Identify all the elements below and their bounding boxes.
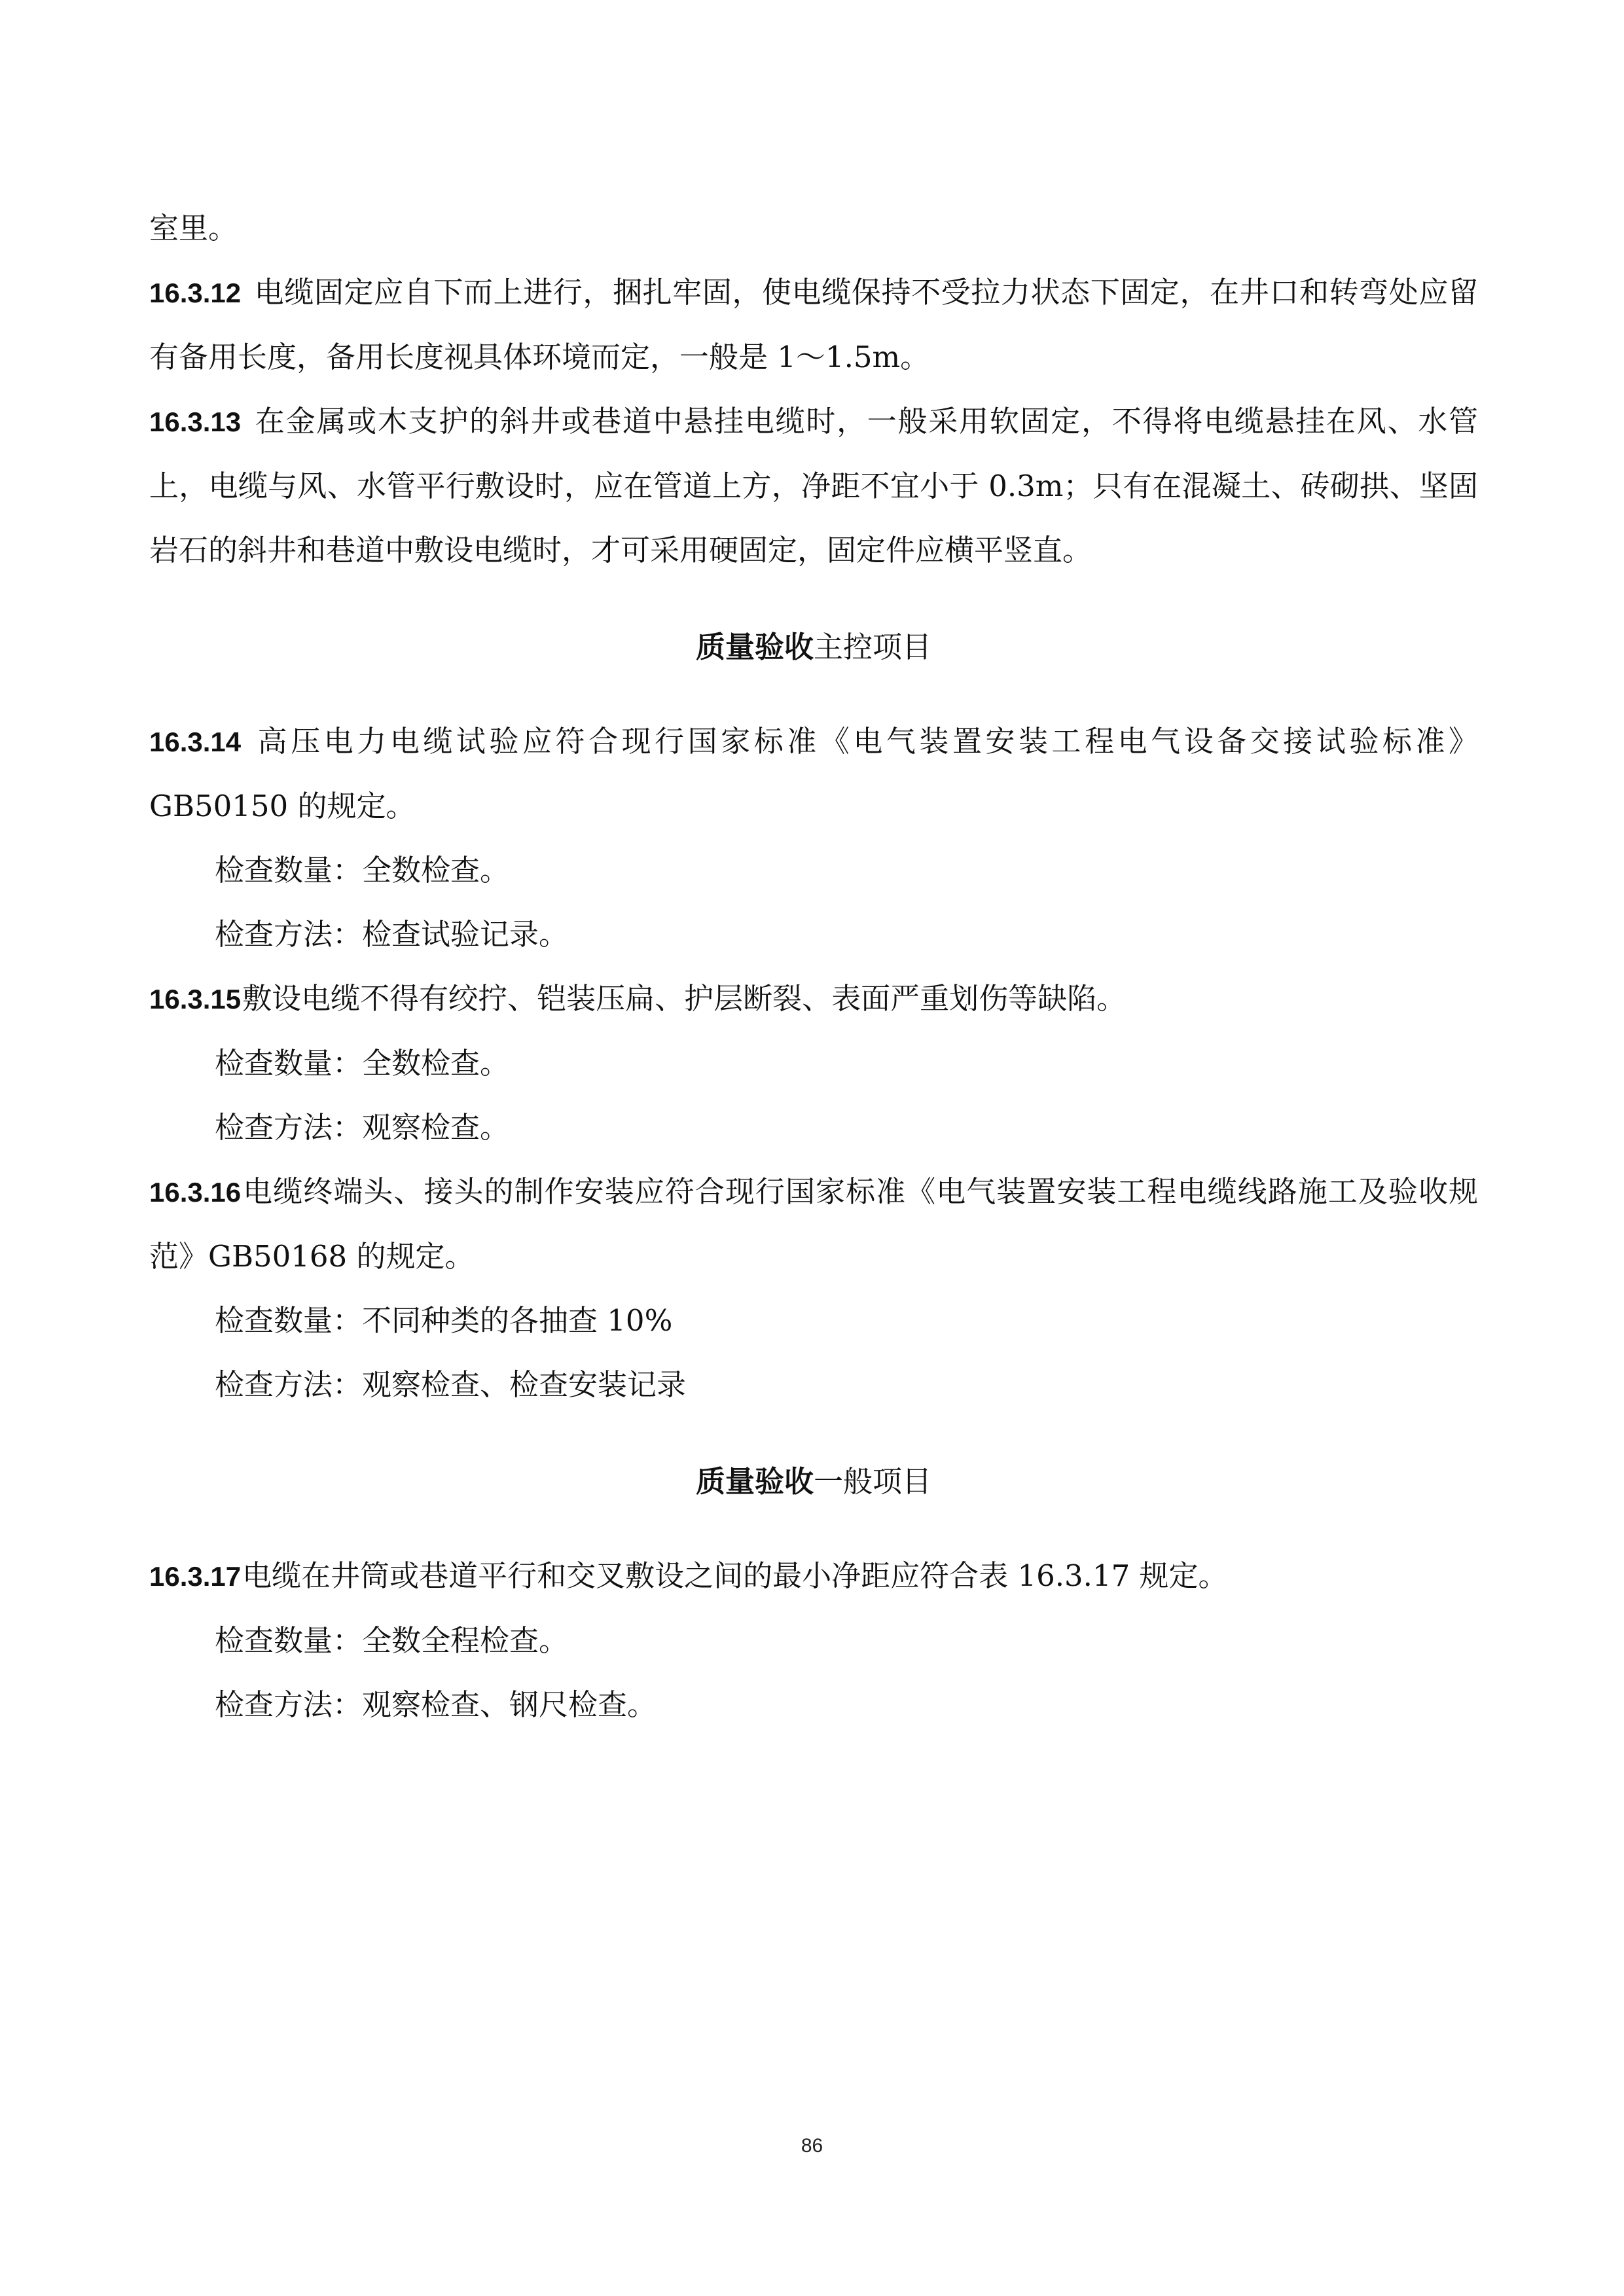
clause-number: 16.3.14 bbox=[149, 726, 242, 757]
page-number: 86 bbox=[801, 2135, 823, 2157]
continuation-text: 室里。 bbox=[149, 211, 238, 245]
check-method: 检查方法：观察检查、钢尺检查。 bbox=[215, 1687, 657, 1722]
clause-text: 电缆在井筒或巷道平行和交叉敷设之间的最小净距应符合表 16.3.17 规定。 bbox=[242, 1558, 1228, 1593]
clause-16-3-15 bbox=[149, 967, 1478, 1031]
clause-16-3-17 bbox=[149, 1544, 1478, 1609]
clause-16-3-12 bbox=[149, 260, 1478, 389]
clause-16-3-14 bbox=[149, 709, 1478, 838]
section-heading-general bbox=[149, 1450, 1478, 1514]
page-content bbox=[149, 196, 1478, 1737]
clause-text: 高压电力电缆试验应符合现行国家标准《电气装置安装工程电气设备交接试验标准》GB50150 的规定。 bbox=[149, 724, 1478, 823]
clause-text: 在金属或木支护的斜井或巷道中悬挂电缆时，一般采用软固定，不得将电缆悬挂在风、水管上，电缆与风、水管平行敷设时，应在管道上方，净距不宜小于 0.3m；只有在混凝土、砖砌拱、坚固岩石的斜井和巷道中敷设电缆时，才可采用硬固定，固定件应横平竖直。 bbox=[149, 404, 1478, 567]
check-method: 检查方法：检查试验记录。 bbox=[215, 917, 569, 952]
check-quantity: 检查数量：不同种类的各抽查 10% bbox=[215, 1303, 673, 1338]
section-heading-main-control bbox=[149, 615, 1478, 679]
clause-16-3-16 bbox=[149, 1160, 1478, 1289]
heading-bold-part: 质量验收 bbox=[695, 630, 814, 664]
clause-number: 16.3.13 bbox=[149, 406, 242, 437]
clause-number: 16.3.12 bbox=[149, 278, 242, 308]
check-quantity: 检查数量：全数全程检查。 bbox=[215, 1623, 569, 1658]
clause-number: 16.3.15 bbox=[149, 984, 242, 1014]
clause-number: 16.3.17 bbox=[149, 1561, 242, 1592]
heading-normal-part: 一般项目 bbox=[814, 1464, 932, 1499]
clause-text: 敷设电缆不得有绞拧、铠装压扁、护层断裂、表面严重划伤等缺陷。 bbox=[242, 981, 1127, 1016]
clause-text: 电缆终端头、接头的制作安装应符合现行国家标准《电气装置安装工程电缆线路施工及验收规范》GB50168 的规定。 bbox=[149, 1174, 1478, 1274]
clause-number: 16.3.16 bbox=[149, 1177, 242, 1208]
clause-16-3-13 bbox=[149, 389, 1478, 583]
heading-normal-part: 主控项目 bbox=[814, 630, 932, 664]
check-method: 检查方法：观察检查。 bbox=[215, 1110, 510, 1145]
heading-bold-part: 质量验收 bbox=[695, 1464, 814, 1499]
check-quantity: 检查数量：全数检查。 bbox=[215, 853, 510, 888]
check-quantity: 检查数量：全数检查。 bbox=[215, 1046, 510, 1081]
check-method: 检查方法：观察检查、检查安装记录 bbox=[215, 1367, 687, 1402]
clause-text: 电缆固定应自下而上进行，捆扎牢固，使电缆保持不受拉力状态下固定，在井口和转弯处应留有备用长度，备用长度视具体环境而定，一般是 1～1.5m。 bbox=[149, 275, 1478, 374]
